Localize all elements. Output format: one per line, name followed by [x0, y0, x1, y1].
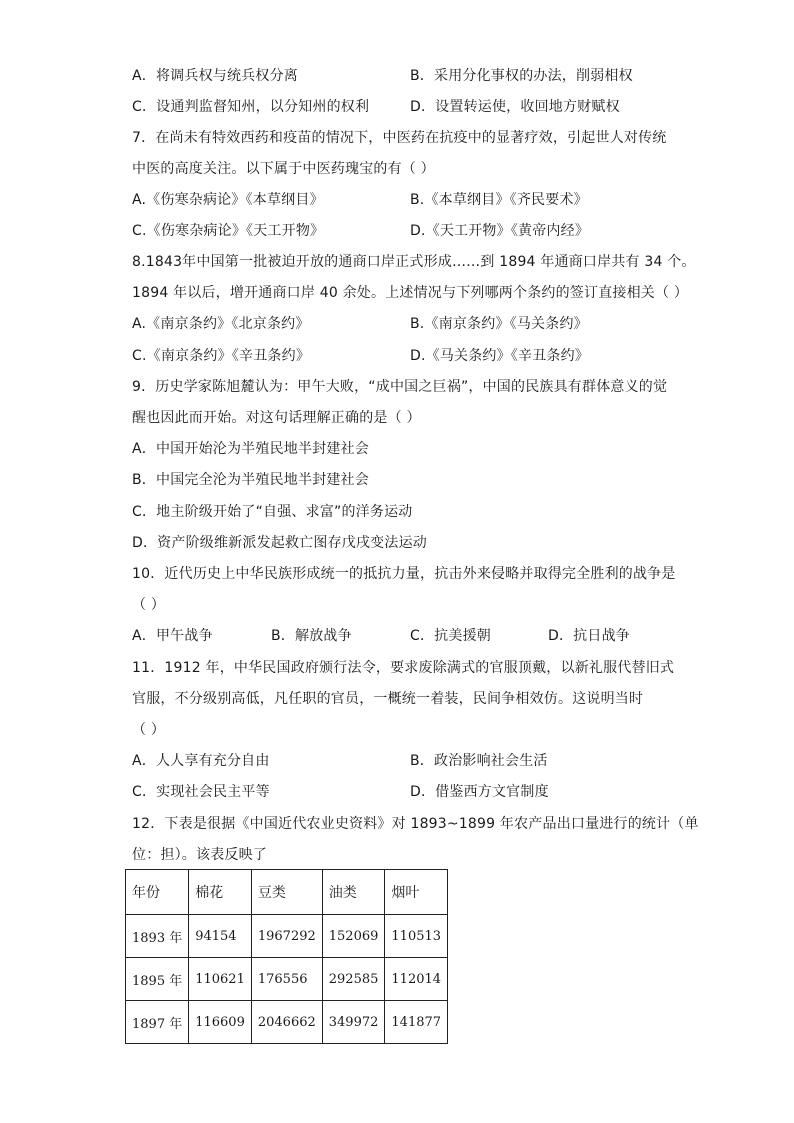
header-oil: 油类: [322, 870, 385, 915]
q9-stem-line1: 9．历史学家陈旭麓认为：甲午大败，“成中国之巨祸”，中国的民族具有群体意义的觉: [132, 379, 668, 395]
q12-stem-line2: 位：担）。该表反映了: [132, 847, 267, 863]
q10-option-c: C．抗美援朝: [410, 628, 491, 644]
q9-option-a: A．中国开始沦为半殖民地半封建社会: [132, 441, 369, 457]
q6-option-a: A．将调兵权与统兵权分离: [132, 68, 298, 84]
header-cotton: 棉花: [189, 870, 252, 915]
table-row: [126, 915, 448, 958]
q7-option-a: A.《伤寒杂病论》《本草纲目》: [132, 192, 324, 208]
q10-option-d: D．抗日战争: [548, 628, 630, 644]
q8-stem-line2: 1894 年以后，增开通商口岸 40 余处。上述情况与下列哪两个条约的签订直接相关（ ）: [132, 285, 689, 301]
q9-option-b: B．中国完全沦为半殖民地半封建社会: [132, 472, 370, 488]
table-cell: 94154: [189, 915, 252, 958]
q6-option-c: C．设通判监督知州，以分知州的权利: [132, 99, 370, 115]
q7-stem-line1: 7．在尚未有特效西药和疫苗的情况下，中医药在抗疫中的显著疗效，引起世人对传统: [132, 130, 667, 146]
q8-option-b: B.《南京条约》《马关条约》: [410, 316, 588, 332]
table-cell: 292585: [322, 958, 385, 1001]
table-cell: 116609: [189, 1001, 252, 1044]
q7-stem-line2: 中医的高度关注。以下属于中医药瑰宝的有（ ）: [132, 161, 435, 177]
table-row: [126, 1001, 448, 1044]
table-cell: 1893 年: [126, 915, 189, 958]
q8-option-a: A.《南京条约》《北京条约》: [132, 316, 310, 332]
table-header-row: [126, 870, 448, 915]
q11-option-d: D．借鉴西方文官制度: [410, 784, 549, 800]
table-cell: 112014: [385, 958, 448, 1001]
q9-stem-line2: 醒也因此而开始。对这句话理解正确的是（ ）: [132, 410, 421, 426]
q8-option-d: D.《马关条约》《辛丑条约》: [410, 348, 590, 364]
q7-option-d: D.《天工开物》《黄帝内经》: [410, 223, 590, 239]
q10-option-a: A．甲午战争: [132, 628, 213, 644]
header-tobacco: 烟叶: [385, 870, 448, 915]
header-beans: 豆类: [251, 870, 322, 915]
table-cell: 152069: [322, 915, 385, 958]
q8-option-c: C.《南京条约》《辛丑条约》: [132, 348, 311, 364]
q12-stem-line1: 12．下表是很据《中国近代农业史资料》对 1893~1899 年农产品出口量进行的统计（单: [132, 816, 699, 832]
q11-option-b: B．政治影响社会生活: [410, 753, 548, 769]
export-data-table: [125, 869, 448, 1044]
q11-option-a: A．人人享有充分自由: [132, 753, 270, 769]
q10-stem-line2: （ ）: [132, 597, 166, 613]
q6-option-b: B．采用分化事权的办法，削弱相权: [410, 68, 633, 84]
q11-stem-line3: （ ）: [132, 722, 166, 738]
q9-option-c: C．地主阶级开始了“自强、求富”的洋务运动: [132, 504, 413, 520]
q11-option-c: C．实现社会民主平等: [132, 784, 270, 800]
table-cell: 1897 年: [126, 1001, 189, 1044]
table-cell: 176556: [251, 958, 322, 1001]
header-year: 年份: [126, 870, 189, 915]
table-cell: 2046662: [251, 1001, 322, 1044]
q7-option-b: B.《本草纲目》《齐民要术》: [410, 192, 588, 208]
table-cell: 141877: [385, 1001, 448, 1044]
table-row: [126, 958, 448, 1001]
table-cell: 110513: [385, 915, 448, 958]
q6-option-d: D．设置转运使，收回地方财赋权: [410, 99, 620, 115]
table-cell: 110621: [189, 958, 252, 1001]
table-cell: 349972: [322, 1001, 385, 1044]
table-cell: 1967292: [251, 915, 322, 958]
q10-option-b: B．解放战争: [271, 628, 352, 644]
q7-option-c: C.《伤寒杂病论》《天工开物》: [132, 223, 325, 239]
q8-stem-line1: 8.1843年中国第一批被迫开放的通商口岸正式形成……到 1894 年通商口岸共有 34 个。: [132, 254, 696, 270]
q11-stem-line2: 官服，不分级别高低，凡任职的官员，一概统一着装，民间争相效仿。这说明当时: [132, 691, 644, 707]
q9-option-d: D．资产阶级维新派发起救亡图存戊戌变法运动: [132, 535, 427, 551]
table-cell: 1895 年: [126, 958, 189, 1001]
q11-stem-line1: 11．1912 年，中华民国政府颁行法令，要求废除满式的官服顶戴，以新礼服代替旧式: [132, 660, 675, 676]
q10-stem-line1: 10．近代历史上中华民族形成统一的抵抗力量，抗击外来侵略并取得完全胜利的战争是: [132, 566, 676, 582]
